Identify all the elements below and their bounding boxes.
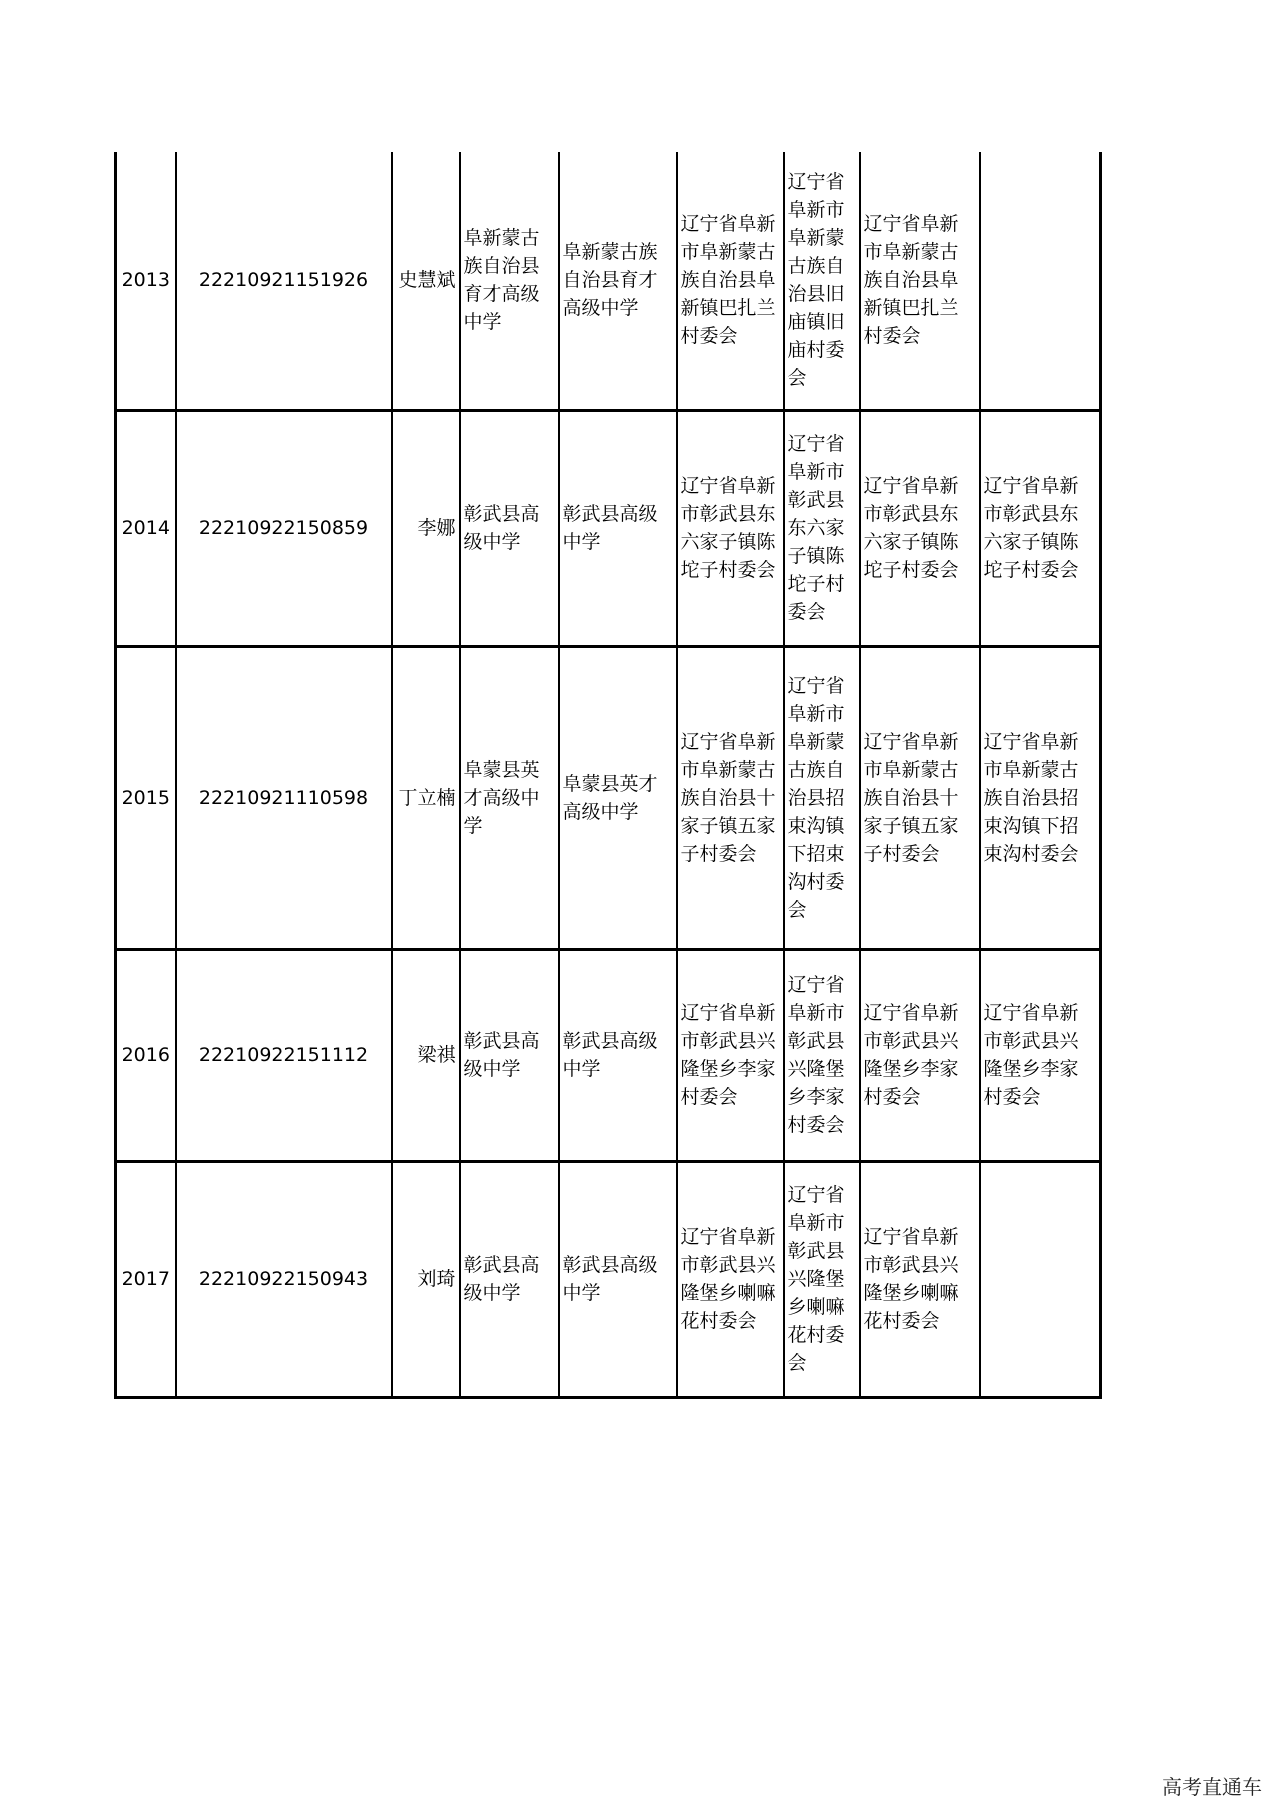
name-cell: 梁祺: [392, 949, 460, 1161]
address-1-cell: 辽宁省阜新市彰武县兴隆堡乡李家村委会: [677, 949, 784, 1161]
address-2-cell: 辽宁省阜新市阜新蒙古族自治县招束沟镇下招束沟村委会: [784, 646, 860, 949]
table-row: [116, 1161, 1101, 1397]
id-cell: 22210921151926: [176, 152, 392, 410]
school-cell: 彰武县高级中学: [460, 410, 559, 646]
id-cell: 22210922151112: [176, 949, 392, 1161]
graduation-school-cell: 彰武县高级中学: [559, 1161, 677, 1397]
school-cell: 彰武县高级中学: [460, 949, 559, 1161]
school-cell: 彰武县高级中学: [460, 1161, 559, 1397]
address-3-cell: 辽宁省阜新市阜新蒙古族自治县十家子镇五家子村委会: [860, 646, 980, 949]
graduation-school-cell: 阜新蒙古族自治县育才高级中学: [559, 152, 677, 410]
address-1-cell: 辽宁省阜新市彰武县东六家子镇陈坨子村委会: [677, 410, 784, 646]
table-row: [116, 410, 1101, 646]
address-4-cell: 辽宁省阜新市彰武县兴隆堡乡李家村委会: [980, 949, 1101, 1161]
name-cell: 丁立楠: [392, 646, 460, 949]
address-2-cell: 辽宁省阜新市彰武县东六家子镇陈坨子村委会: [784, 410, 860, 646]
seq-cell: 2014: [116, 410, 176, 646]
graduation-school-cell: 彰武县高级中学: [559, 949, 677, 1161]
table-row: [116, 646, 1101, 949]
school-cell: 阜蒙县英才高级中学: [460, 646, 559, 949]
seq-cell: 2016: [116, 949, 176, 1161]
name-cell: 李娜: [392, 410, 460, 646]
id-cell: 22210921110598: [176, 646, 392, 949]
address-4-cell: [980, 1161, 1101, 1397]
graduation-school-cell: 阜蒙县英才高级中学: [559, 646, 677, 949]
seq-cell: 2013: [116, 152, 176, 410]
address-4-cell: [980, 152, 1101, 410]
watermark-text: 高考直通车: [1162, 1775, 1262, 1799]
address-3-cell: 辽宁省阜新市彰武县兴隆堡乡李家村委会: [860, 949, 980, 1161]
name-cell: 刘琦: [392, 1161, 460, 1397]
name-cell: 史慧斌: [392, 152, 460, 410]
address-2-cell: 辽宁省阜新市彰武县兴隆堡乡喇嘛花村委会: [784, 1161, 860, 1397]
address-4-cell: 辽宁省阜新市彰武县东六家子镇陈坨子村委会: [980, 410, 1101, 646]
address-1-cell: 辽宁省阜新市阜新蒙古族自治县阜新镇巴扎兰村委会: [677, 152, 784, 410]
school-cell: 阜新蒙古族自治县育才高级中学: [460, 152, 559, 410]
id-cell: 22210922150859: [176, 410, 392, 646]
address-3-cell: 辽宁省阜新市阜新蒙古族自治县阜新镇巴扎兰村委会: [860, 152, 980, 410]
graduation-school-cell: 彰武县高级中学: [559, 410, 677, 646]
seq-cell: 2017: [116, 1161, 176, 1397]
table-row: [116, 152, 1101, 410]
address-4-cell: 辽宁省阜新市阜新蒙古族自治县招束沟镇下招束沟村委会: [980, 646, 1101, 949]
address-3-cell: 辽宁省阜新市彰武县兴隆堡乡喇嘛花村委会: [860, 1161, 980, 1397]
address-3-cell: 辽宁省阜新市彰武县东六家子镇陈坨子村委会: [860, 410, 980, 646]
address-1-cell: 辽宁省阜新市阜新蒙古族自治县十家子镇五家子村委会: [677, 646, 784, 949]
address-1-cell: 辽宁省阜新市彰武县兴隆堡乡喇嘛花村委会: [677, 1161, 784, 1397]
address-2-cell: 辽宁省阜新市阜新蒙古族自治县旧庙镇旧庙村委会: [784, 152, 860, 410]
seq-cell: 2015: [116, 646, 176, 949]
address-2-cell: 辽宁省阜新市彰武县兴隆堡乡李家村委会: [784, 949, 860, 1161]
roster-table: [114, 152, 1102, 1399]
id-cell: 22210922150943: [176, 1161, 392, 1397]
table-row: [116, 949, 1101, 1161]
